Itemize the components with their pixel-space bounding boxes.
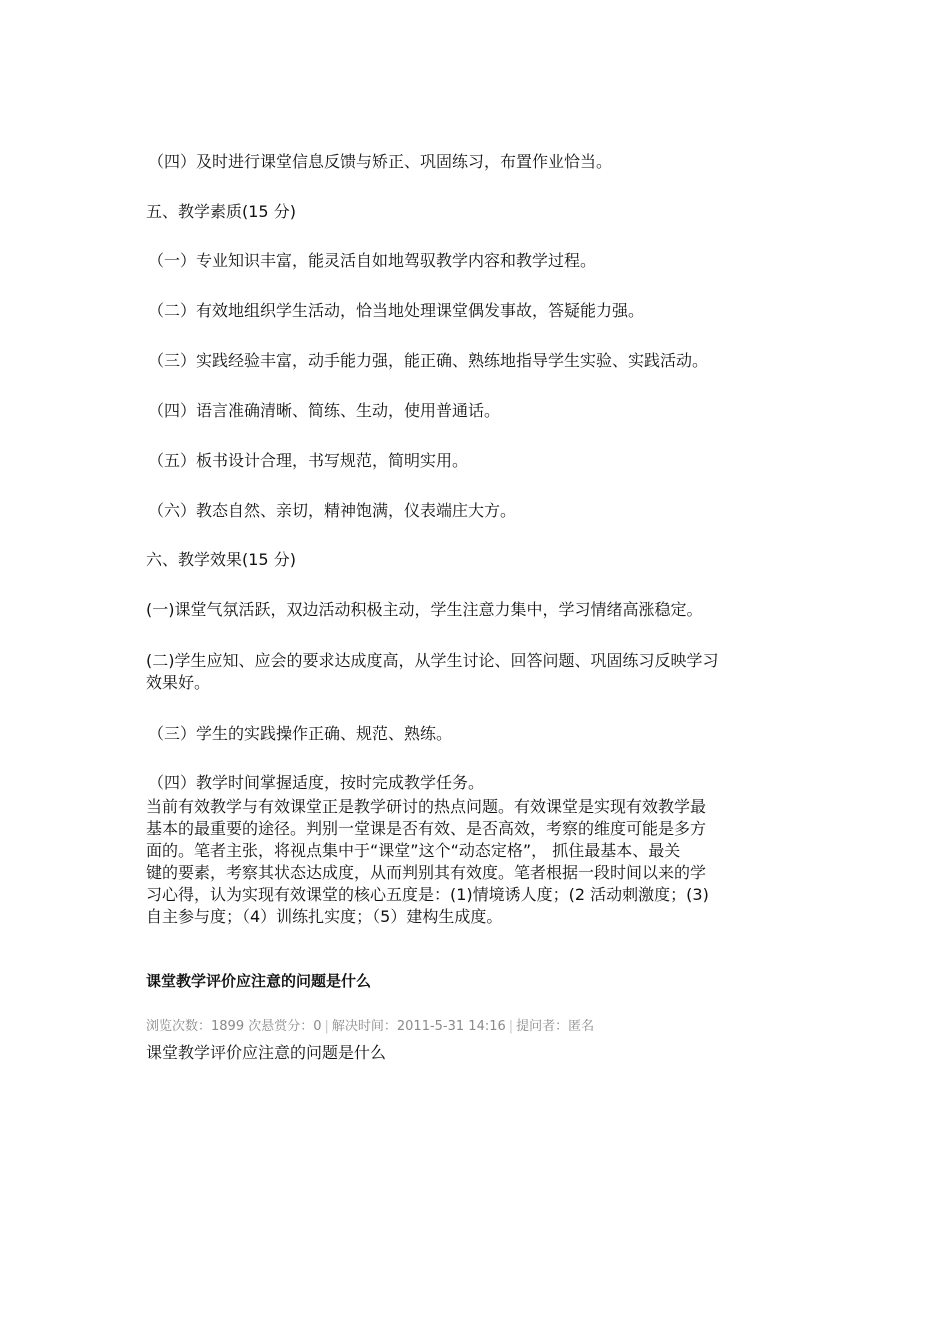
paragraph-line: (二)学生应知、应会的要求达成度高，从学生讨论、回答问题、巩固练习反映学习 <box>146 651 719 670</box>
paragraph-line: 当前有效教学与有效课堂正是教学研讨的热点问题。有效课堂是实现有效教学最 <box>146 797 707 816</box>
item-knowledge: （一）专业知识丰富，能灵活自如地驾驭教学内容和教学过程。 <box>148 251 597 270</box>
item-time: （四）教学时间掌握适度，按时完成教学任务。 <box>148 773 485 792</box>
section-heading-effect: 六、教学效果(15 分) <box>146 550 296 569</box>
item-achievement <box>146 650 814 694</box>
item-operation: （三）学生的实践操作正确、规范、熟练。 <box>148 724 453 743</box>
meta-views: 浏览次数：1899 次悬赏分：0 <box>146 1019 322 1034</box>
meta-time: 解决时间：2011-5-31 14:16 <box>331 1019 506 1034</box>
paragraph-line: 面的。笔者主张，将视点集中于“课堂”这个“动态定格”， 抓住最基本、最关 <box>146 841 681 860</box>
paragraph-line: 效果好。 <box>146 673 211 692</box>
paragraph-line: 自主参与度；（4）训练扎实度；（5）建构生成度。 <box>146 907 503 926</box>
item-feedback: （四）及时进行课堂信息反馈与矫正、巩固练习，布置作业恰当。 <box>148 152 613 171</box>
question-title: 课堂教学评价应注意的问题是什么 <box>146 972 372 990</box>
item-language: （四）语言准确清晰、简练、生动，使用普通话。 <box>148 401 501 420</box>
meta-separator: | <box>508 1019 514 1034</box>
paragraph-line: 键的要素，考察其状态达成度，从而判别其有效度。笔者根据一段时间以来的学 <box>146 863 707 882</box>
summary-paragraph <box>146 796 814 928</box>
item-practice: （三）实践经验丰富，动手能力强，能正确、熟练地指导学生实验、实践活动。 <box>148 351 709 370</box>
item-blackboard: （五）板书设计合理，书写规范，简明实用。 <box>148 451 469 470</box>
question-body: 课堂教学评价应注意的问题是什么 <box>146 1043 387 1062</box>
paragraph-line: 习心得，认为实现有效课堂的核心五度是：(1)情境诱人度；(2 活动刺激度；(3) <box>146 885 709 904</box>
meta-asker: 提问者：匿名 <box>516 1019 595 1034</box>
item-organize: （二）有效地组织学生活动，恰当地处理课堂偶发事故，答疑能力强。 <box>148 301 645 320</box>
question-meta <box>146 1018 594 1036</box>
item-atmosphere: (一)课堂气氛活跃，双边活动积极主动，学生注意力集中，学习情绪高涨稳定。 <box>146 600 703 619</box>
item-manner: （六）教态自然、亲切，精神饱满，仪表端庄大方。 <box>148 501 517 520</box>
paragraph-line: 基本的最重要的途径。判别一堂课是否有效、是否高效，考察的维度可能是多方 <box>146 819 707 838</box>
meta-separator: | <box>324 1019 329 1034</box>
section-heading-quality: 五、教学素质(15 分) <box>146 202 296 221</box>
